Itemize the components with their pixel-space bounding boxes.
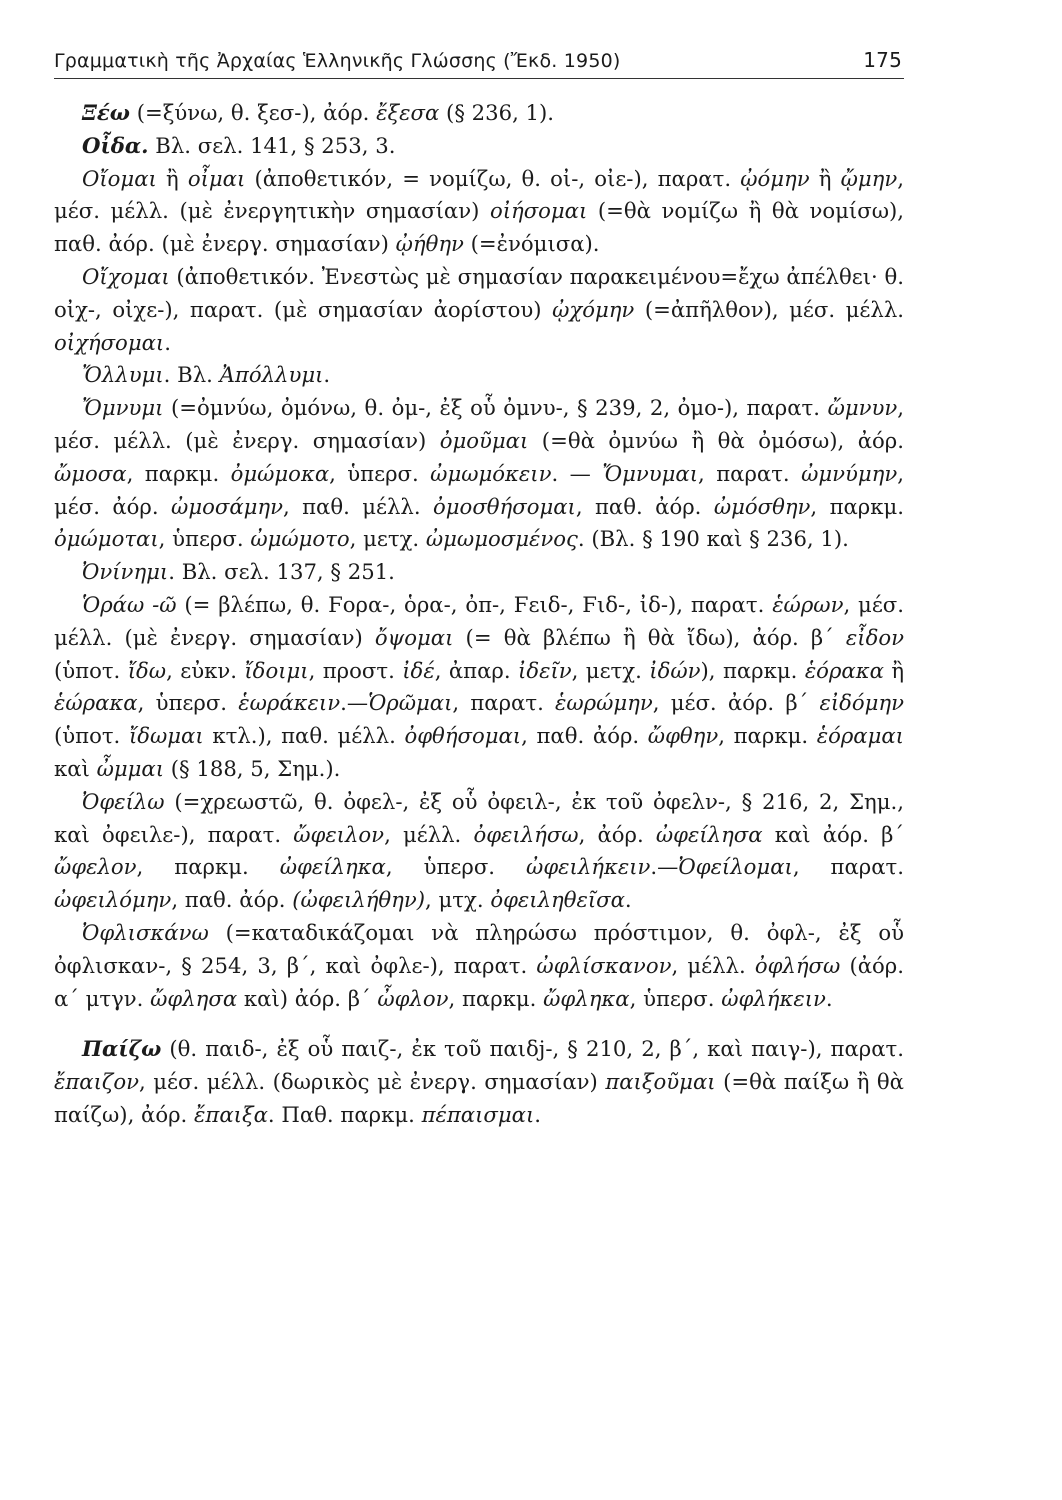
verb-form: ὀφλήσω	[754, 952, 841, 978]
verb-form: ὠμωμοσμένος	[425, 526, 578, 552]
verb-form: οἰχήσομαι	[54, 329, 165, 355]
entry-headword: Ξέω	[82, 100, 130, 125]
verb-form: ἑώρακα	[54, 690, 138, 716]
entry-text: καὶ	[54, 755, 97, 781]
verb-entry	[54, 163, 904, 261]
verb-form: ὠφειλόμην	[54, 887, 172, 913]
entry-text: ἢ	[156, 165, 188, 191]
entry-text: (§ 236, 1).	[439, 100, 555, 125]
entry-text: , παρκμ.	[810, 493, 905, 519]
verb-form: ἰδέ	[402, 657, 435, 683]
verb-form: Οἴχομαι	[82, 263, 170, 289]
verb-form: Ὀνίνημι	[82, 559, 169, 585]
entry-text: κτλ.), παθ. μέλλ.	[203, 723, 405, 749]
verb-form: ὠφειλήκειν	[526, 854, 651, 880]
entry-text: .	[323, 362, 331, 388]
entry-text: (=ὀμνύω, ὀμόνω, θ. ὀμ-, ἐξ οὗ ὀμνυ-, § 239, 2, ὀμο-), παρατ.	[163, 395, 828, 421]
verb-form: Ὀφείλομαι	[678, 854, 793, 880]
entry-text: .	[164, 329, 171, 355]
entry-text: .	[825, 985, 833, 1011]
verb-form: ὠμόσθην	[713, 493, 811, 519]
verb-form: ἔξεσα	[376, 100, 440, 125]
verb-entry	[54, 589, 904, 786]
entry-text: , μέλλ.	[384, 821, 474, 847]
verb-form: (ὠφειλήθην)	[292, 887, 426, 913]
verb-form: ἔπαιξα	[194, 1101, 268, 1127]
entry-text: , μέλλ.	[671, 952, 755, 978]
verb-form: ἰδεῖν	[518, 657, 572, 683]
verb-form: ᾤμην	[840, 165, 898, 191]
verb-entry	[54, 97, 904, 130]
verb-form: ὠμώμοτο	[250, 526, 350, 552]
entry-text: , παθ. μέλλ.	[282, 493, 434, 519]
verb-form: οἰήσομαι	[489, 198, 588, 224]
page-number: 175	[863, 48, 902, 72]
entry-text: .	[534, 1101, 542, 1127]
verb-form: ὄψομαι	[374, 624, 454, 650]
entry-text: Βλ. σελ. 141, § 253, 3.	[148, 132, 396, 158]
entry-text: , παθ. ἀόρ.	[521, 723, 648, 749]
entry-headword: Παίζω	[82, 1036, 162, 1062]
entry-text: (=χρεωστῶ, θ. ὀφελ-, ἐξ οὗ ὀφειλ-, ἐκ τοῦ ὀφελν-, § 216, 2, Σημ., καὶ ὀφειλε-), παρατ.	[54, 788, 904, 847]
verb-form: ἴδω	[127, 657, 167, 683]
entry-text: , μτχ.	[425, 887, 491, 913]
entry-text: , παρκμ.	[136, 854, 280, 880]
entry-text: . Βλ. σελ. 137, § 251.	[168, 559, 395, 585]
entry-text: ἢ	[883, 657, 905, 683]
verb-form: ὀμοσθήσομαι	[433, 493, 576, 519]
entry-text: .	[624, 887, 632, 913]
verb-form: ὠφλίσκανον	[536, 952, 672, 978]
entry-text: , μετχ.	[571, 657, 650, 683]
entry-text: (= θὰ βλέπω ἢ θὰ ἴδω), ἀόρ. β΄	[453, 624, 846, 650]
verb-form: ὤφειλον	[293, 821, 385, 847]
entry-text: , μέσ. ἀόρ. β΄	[652, 690, 820, 716]
entry-text: ), παρκμ.	[700, 657, 805, 683]
entry-text: (=θὰ νομίζω ἢ θὰ νομίσω), παθ. ἀόρ. (μὲ ἐνεργ. σημασίαν)	[54, 198, 904, 257]
entry-text: , παρατ.	[792, 854, 905, 880]
verb-form: ἴδοιμι	[244, 657, 309, 683]
verb-form: Ὀφείλω	[82, 788, 165, 814]
entry-text: (§ 188, 5, Σημ.).	[164, 755, 341, 781]
verb-form: ὀμώμοκα	[230, 460, 330, 486]
entry-text: , παθ. ἀόρ.	[575, 493, 714, 519]
entry-text: (ἀποθετικόν, = νομίζω, θ. οἰ-, οἰε-), παρατ.	[245, 165, 741, 191]
verb-form: ὤφληκα	[543, 985, 630, 1011]
verb-form: ὠμωμόκειν	[430, 460, 552, 486]
entry-text: , μέσ. μέλλ. (μὲ ἐνεργητικὴν σημασίαν)	[54, 165, 905, 224]
verb-entry	[54, 556, 904, 589]
verb-form: ὦμμαι	[96, 755, 165, 781]
verb-entry	[54, 917, 904, 1015]
entry-text: καὶ ἀόρ. β΄	[762, 821, 904, 847]
header-title: Γραμματικὴ τῆς Ἀρχαίας Ἑλληνικῆς Γλώσσης (Ἔκδ. 1950)	[54, 50, 621, 72]
entry-text: . —	[551, 460, 603, 486]
verb-form: ὀφειλήσω	[473, 821, 579, 847]
entry-text: .—	[340, 690, 369, 716]
entry-text: , μετχ.	[349, 526, 426, 552]
entry-text: , εὐκν.	[166, 657, 245, 683]
verb-form: ἑωράκειν	[238, 690, 341, 716]
entry-text: (=καταδικάζομαι νὰ πληρώσω πρόστιμον, θ. ὀφλ-, ἐξ οὗ ὀφλισκαν-, § 254, 3, β΄, καὶ ὀφλε-), παρατ.	[54, 919, 904, 978]
entry-text: , ὑπερσ.	[137, 690, 239, 716]
verb-form: ἰδών	[649, 657, 701, 683]
entry-text: (ὑποτ.	[54, 657, 128, 683]
entry-text: , παρατ.	[452, 690, 556, 716]
verb-form: ᾠήθην	[395, 231, 464, 257]
verb-form: ἔπαιζον	[54, 1069, 140, 1095]
entry-text: , μέσ. μέλλ. (μὲ ἐνεργ. σημασίαν)	[54, 395, 904, 453]
verb-form: Οἴομαι	[82, 165, 157, 191]
verb-form: εἰδόμην	[819, 690, 904, 716]
verb-form: ὠφλήκειν	[721, 985, 826, 1011]
entry-text: καὶ) ἀόρ. β΄	[237, 985, 378, 1011]
verb-form: ὠφείλησα	[655, 821, 763, 847]
verb-form: Ὁρῶμαι	[368, 690, 453, 716]
verb-form: ἑόραμαι	[816, 723, 904, 749]
verb-entry	[54, 392, 904, 556]
entry-text: (=θὰ παίξω ἢ θὰ παίζω), ἀόρ.	[54, 1069, 904, 1127]
verb-form: ἑόρακα	[804, 657, 884, 683]
verb-form: ὤμοσα	[54, 460, 127, 486]
entry-text: , ὑπερσ.	[158, 526, 251, 552]
entry-text: , παρκμ.	[718, 723, 817, 749]
entry-text: , μέσ. μέλλ. (δωρικὸς μὲ ἐνεργ. σημασίαν)	[139, 1069, 606, 1095]
entry-text: , ἀόρ.	[578, 821, 656, 847]
entry-text: (=ἐνόμισα).	[463, 231, 600, 257]
verb-entry	[54, 359, 904, 392]
entry-text: , παθ. ἀόρ.	[171, 887, 293, 913]
dictionary-page	[54, 40, 904, 1132]
running-header	[54, 40, 904, 79]
entry-text: . Βλ.	[163, 362, 220, 388]
verb-form: Ὁράω -ῶ	[82, 591, 177, 617]
verb-form: ἴδωμαι	[128, 723, 204, 749]
entry-text: , μέσ. ἀόρ.	[54, 460, 904, 519]
verb-form: ὀμώμοται	[54, 526, 159, 552]
verb-entry	[54, 261, 904, 359]
verb-form: Ὀφλισκάνω	[82, 919, 209, 945]
entry-text: (ὑποτ.	[54, 723, 129, 749]
entry-text: , ὑπερσ.	[629, 985, 722, 1011]
entry-text: , παρκμ.	[126, 460, 231, 486]
verb-entry	[54, 786, 904, 917]
entry-text: (= βλέπω, θ. Ϝορα-, ὁρα-, ὀπ-, Ϝειδ-, Ϝιδ-, ἰδ-), παρατ.	[176, 591, 773, 617]
entry-text: , παρατ.	[698, 460, 802, 486]
verb-form: Ἀπόλλυμι	[219, 362, 324, 388]
entry-text: , ὑπερσ.	[329, 460, 431, 486]
verb-form: παιξοῦμαι	[605, 1069, 716, 1095]
verb-form: ὦφλον	[377, 985, 449, 1011]
entry-text: , προστ.	[308, 657, 403, 683]
entry-headword: Οἶδα.	[82, 132, 149, 158]
verb-form: Ὄμνυμαι	[602, 460, 699, 486]
entry-text: (=ξύνω, θ. ξεσ-), ἀόρ.	[129, 100, 377, 125]
entry-text: , ὑπερσ.	[385, 854, 527, 880]
entry-text: (ἀποθετικόν. Ἐνεστὼς μὲ σημασίαν παρακειμένου=ἔχω ἀπέλθει· θ. οἰχ-, οἰχε-), παρατ. (μὲ σημασίαν ἀορίστου)	[54, 263, 904, 322]
verb-form: ὠμοσάμην	[171, 493, 283, 519]
verb-form: ὤφλησα	[150, 985, 238, 1011]
verb-form: ὠμνύμην	[801, 460, 898, 486]
verb-form: ὠφείληκα	[279, 854, 386, 880]
verb-form: Ὄμνυμι	[82, 395, 164, 421]
entry-text: (ἀόρ. α΄ μτγν.	[54, 952, 904, 1011]
verb-entry	[54, 1033, 904, 1131]
verb-form: ἑώρων	[772, 591, 844, 617]
verb-form: ὤφελον	[54, 854, 137, 880]
verb-form: ᾠχόμην	[552, 296, 635, 322]
verb-form: ἑωρώμην	[555, 690, 653, 716]
verb-form: πέπαισμαι	[421, 1101, 535, 1127]
verb-form: εἶδον	[845, 624, 904, 650]
entry-text: . (Βλ. § 190 καὶ § 236, 1).	[577, 526, 849, 552]
entry-text: , παρκμ.	[448, 985, 544, 1011]
verb-form: οἶμαι	[187, 165, 246, 191]
entry-text: (θ. παιδ-, ἐξ οὗ παιζ-, ἐκ τοῦ παιδj-, § 210, 2, β΄, καὶ παιγ-), παρατ.	[161, 1036, 904, 1062]
verb-entries	[54, 97, 904, 1132]
entry-text: .—	[650, 854, 679, 880]
verb-form: ὤφθην	[647, 723, 719, 749]
verb-form: ὀφειληθεῖσα	[490, 887, 625, 913]
verb-form: ὀμοῦμαι	[439, 427, 529, 453]
verb-form: Ὄλλυμι	[82, 362, 164, 388]
entry-text: ἢ	[809, 165, 841, 191]
entry-text: . Παθ. παρκμ.	[267, 1101, 422, 1127]
entry-text: , μέσ. μέλλ. (μὲ ἐνεργ. σημασίαν)	[54, 591, 904, 650]
entry-text: (=θὰ ὀμνύω ἢ θὰ ὀμόσω), ἀόρ.	[528, 427, 904, 453]
entry-text: (=ἀπῆλθον), μέσ. μέλλ.	[634, 296, 904, 322]
verb-form: ὤμνυν	[827, 395, 898, 421]
verb-form: ὀφθήσομαι	[404, 723, 522, 749]
entry-text: , ἀπαρ.	[434, 657, 519, 683]
verb-form: ᾠόμην	[740, 165, 810, 191]
verb-entry	[54, 130, 904, 163]
